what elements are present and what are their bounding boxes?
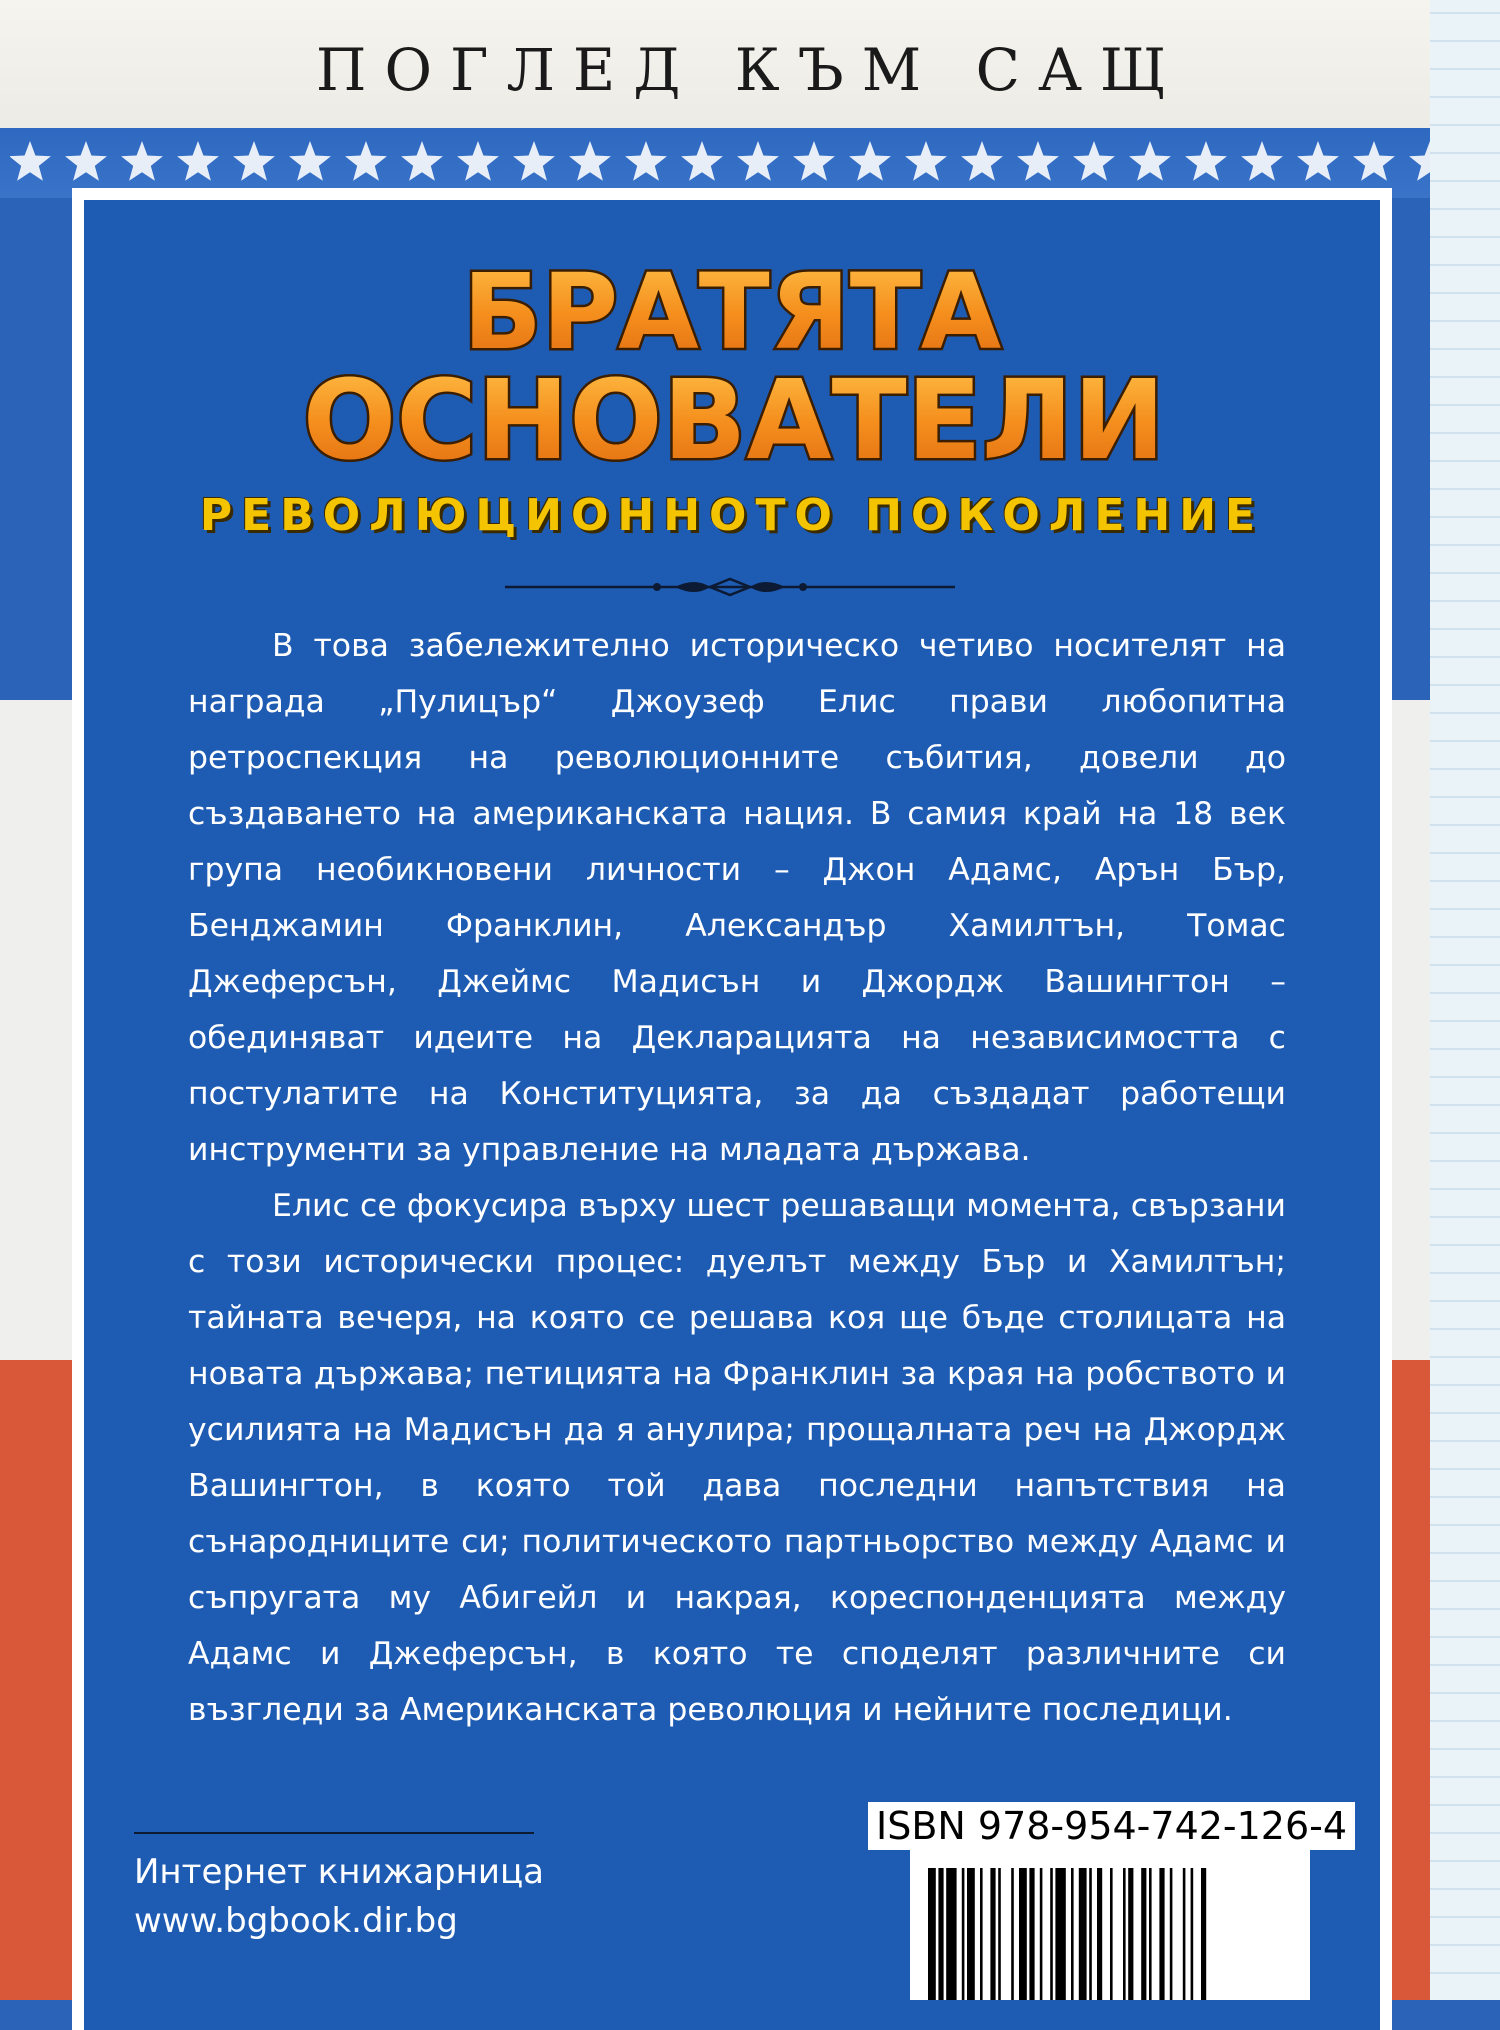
barcode-bar (1011, 1868, 1014, 2000)
page-edge-strip (1430, 0, 1500, 2000)
star-icon (625, 141, 667, 181)
star-icon (569, 141, 611, 181)
barcode-bar (1170, 1868, 1173, 2000)
barcode-bar (1055, 1868, 1065, 2000)
footer-rule (134, 1832, 534, 1834)
barcode-bar (1089, 1868, 1092, 2000)
star-icon (513, 141, 555, 181)
barcode-bar (1019, 1868, 1027, 2000)
star-icon (345, 141, 387, 181)
star-icon (401, 141, 443, 181)
barcode-bar (990, 1868, 995, 2000)
barcode-bar (998, 1868, 1001, 2000)
book-title (84, 200, 1380, 490)
star-icon (1185, 141, 1227, 181)
description-paragraph-1: В това забележително историческо четиво носителят на награда „Пулицър“ Джоузеф Елис прави любопитна ретроспекция на революционните събития, довели до създаването на американската нация. В самия край на 18 век група необикновени личности – Джон Адамс, Арън Бър, Бенджамин Франклин, Александър Хамилтън, Томас Джеферсън, Джеймс Мадисън и Джордж Вашингтон – обединяват идеите на Декларацията на независимостта с постулатите на Конституцията, за да създадат работещи инструменти за управление на младата държава. (188, 628, 1286, 1168)
barcode-bar (1071, 1868, 1074, 2000)
barcode-bar (1183, 1868, 1186, 2000)
star-icon (681, 141, 723, 181)
barcode (910, 1848, 1310, 2000)
star-icon (1129, 141, 1171, 181)
star-icon (737, 141, 779, 181)
barcode-bar (1029, 1868, 1034, 2000)
shop-label: Интернет книжарница (134, 1852, 544, 1892)
shop-url-link[interactable]: www.bgbook.dir.bg (134, 1901, 458, 1941)
series-title: ПОГЛЕД КЪМ САЩ (315, 36, 1185, 104)
star-icon (1297, 141, 1339, 181)
barcode-bar (1123, 1868, 1126, 2000)
barcode-bar (1079, 1868, 1087, 2000)
star-icon (1353, 141, 1395, 181)
description-paragraph-2: Елис се фокусира върху шест решаващи момента, свързани с този исторически процес: дуелът между Бър и Хамилтън; тайната вечеря, на която се решава коя ще бъде столицата на новата държава; петицията на Франклин за края на робството и усилията на Мадисън да я анулира; прощалната реч на Джордж Вашингтон, в която той дава последни напътствия на сънародниците си; политическото партньорство между Адамс и съпругата му Абигейл и накрая, кореспонденцията между Адамс и Джеферсън, в която те споделят различните си възгледи за Американската революция и нейните последици. (188, 1188, 1286, 1728)
barcode-bar (1201, 1868, 1206, 2000)
barcode-bar (980, 1868, 983, 2000)
book-title-line2: ОСНОВАТЕЛИ (302, 356, 1166, 484)
star-icon (233, 141, 275, 181)
star-icon (457, 141, 499, 181)
isbn-label: ISBN 978-954-742-126-4 (868, 1802, 1355, 1850)
barcode-bar (946, 1868, 956, 2000)
barcode-bar (1040, 1868, 1043, 2000)
barcode-bar (1128, 1868, 1133, 2000)
star-icon (289, 141, 331, 181)
star-icon (121, 141, 163, 181)
barcode-bar (928, 1868, 936, 2000)
barcode-bar (1159, 1868, 1164, 2000)
star-icon (905, 141, 947, 181)
star-strip (0, 128, 1500, 198)
star-icon (1017, 141, 1059, 181)
online-shop-info (134, 1848, 544, 1946)
barcode-bar (962, 1868, 965, 2000)
star-row-decoration (10, 138, 1500, 188)
star-icon (177, 141, 219, 181)
star-icon (1073, 141, 1115, 181)
star-icon (793, 141, 835, 181)
star-icon (1241, 141, 1283, 181)
barcode-bar (1141, 1868, 1146, 2000)
barcode-bar (1050, 1868, 1053, 2000)
barcode-bar (967, 1868, 975, 2000)
barcode-bar (938, 1868, 943, 2000)
ornament-divider (505, 575, 955, 599)
star-icon (961, 141, 1003, 181)
barcode-bars (928, 1868, 1292, 2000)
barcode-bar (1110, 1868, 1113, 2000)
star-icon (65, 141, 107, 181)
barcode-bar (1097, 1868, 1102, 2000)
star-icon (10, 141, 51, 181)
book-title-line1: БРАТЯТА (462, 251, 1002, 373)
book-subtitle: РЕВОЛЮЦИОННОТО ПОКОЛЕНИЕ (199, 490, 1265, 541)
barcode-bar (1149, 1868, 1152, 2000)
book-description (188, 618, 1286, 1738)
star-icon (849, 141, 891, 181)
barcode-bar (1191, 1868, 1194, 2000)
